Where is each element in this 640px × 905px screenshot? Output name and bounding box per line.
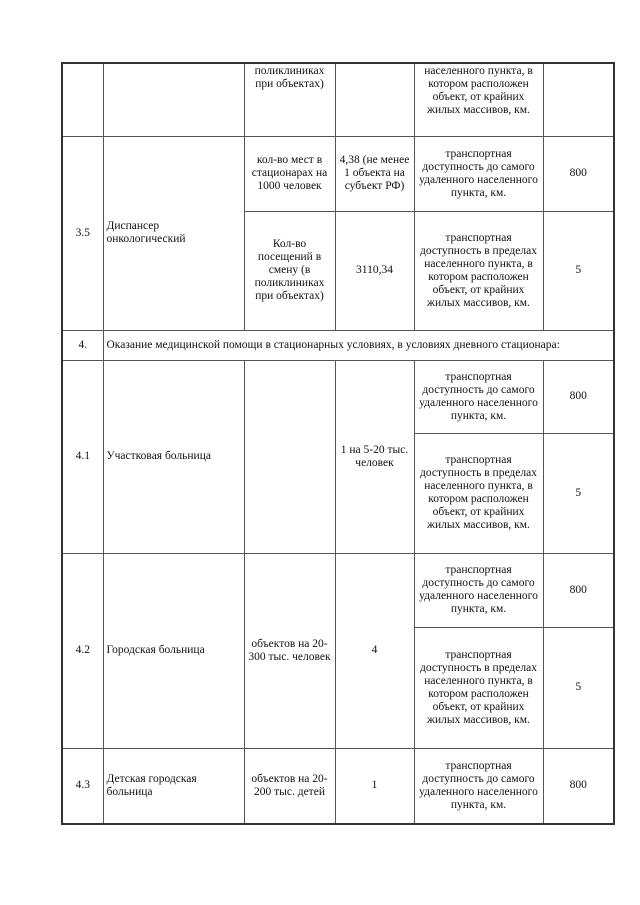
- row-number-cell: 4.1: [62, 360, 103, 553]
- accessibility-cell: транспортная доступность до самого удаленного населенного пункта, км.: [414, 553, 543, 627]
- value-cell: 3110,34: [335, 211, 414, 330]
- unit-cell: Кол-во посещений в смену (в поликлиниках при объектах): [244, 211, 335, 330]
- accessibility-cell: транспортная доступность до самого удаленного населенного пункта, км.: [414, 360, 543, 433]
- unit-cell: объектов на 20-200 тыс. детей: [244, 748, 335, 824]
- value-cell: [335, 63, 414, 136]
- accessibility-cell: транспортная доступность в пределах населенного пункта, в котором расположен объект, от крайних жилых массивов, км.: [414, 211, 543, 330]
- section-title-cell: Оказание медицинской помощи в стационарных условиях, в условиях дневного стационара:: [103, 330, 614, 360]
- row-number-cell: 4.2: [62, 553, 103, 748]
- table-row: [62, 136, 614, 211]
- value-cell: 1 на 5-20 тыс. человек: [335, 360, 414, 553]
- accessibility-cell: транспортная доступность в пределах населенного пункта, в котором расположен объект, от крайних жилых массивов, км.: [414, 627, 543, 748]
- distance-cell: 800: [543, 360, 614, 433]
- value-cell: 1: [335, 748, 414, 824]
- value-cell: 4,38 (не менее 1 объекта на субъект РФ): [335, 136, 414, 211]
- distance-cell: [543, 63, 614, 136]
- norms-table: [61, 62, 615, 825]
- accessibility-cell: населенного пункта, в котором расположен объект, от крайних жилых массивов, км.: [414, 63, 543, 136]
- unit-cell: объектов на 20-300 тыс. человек: [244, 553, 335, 748]
- object-name-cell: Городская больница: [103, 553, 244, 748]
- distance-cell: 5: [543, 627, 614, 748]
- accessibility-cell: транспортная доступность до самого удаленного населенного пункта, км.: [414, 748, 543, 824]
- section-row: [62, 330, 614, 360]
- row-number-cell: 4.3: [62, 748, 103, 824]
- row-number-cell: 3.5: [62, 136, 103, 330]
- unit-cell: кол-во мест в стационарах на 1000 человек: [244, 136, 335, 211]
- unit-cell: [244, 360, 335, 553]
- object-name-cell: [103, 63, 244, 136]
- object-name-cell: Участковая больница: [103, 360, 244, 553]
- table-row: [62, 360, 614, 433]
- object-name-cell: Диспансер онкологический: [103, 136, 244, 330]
- distance-cell: 800: [543, 748, 614, 824]
- accessibility-cell: транспортная доступность до самого удаленного населенного пункта, км.: [414, 136, 543, 211]
- value-cell: 4: [335, 553, 414, 748]
- table-row: [62, 748, 614, 824]
- accessibility-cell: транспортная доступность в пределах населенного пункта, в котором расположен объект, от крайних жилых массивов, км.: [414, 433, 543, 553]
- table-row: [62, 553, 614, 627]
- distance-cell: 800: [543, 553, 614, 627]
- table-row: [62, 63, 614, 136]
- row-number-cell: 4.: [62, 330, 103, 360]
- row-number-cell: [62, 63, 103, 136]
- distance-cell: 5: [543, 211, 614, 330]
- distance-cell: 5: [543, 433, 614, 553]
- distance-cell: 800: [543, 136, 614, 211]
- object-name-cell: Детская городская больница: [103, 748, 244, 824]
- unit-cell: поликлиниках при объектах): [244, 63, 335, 136]
